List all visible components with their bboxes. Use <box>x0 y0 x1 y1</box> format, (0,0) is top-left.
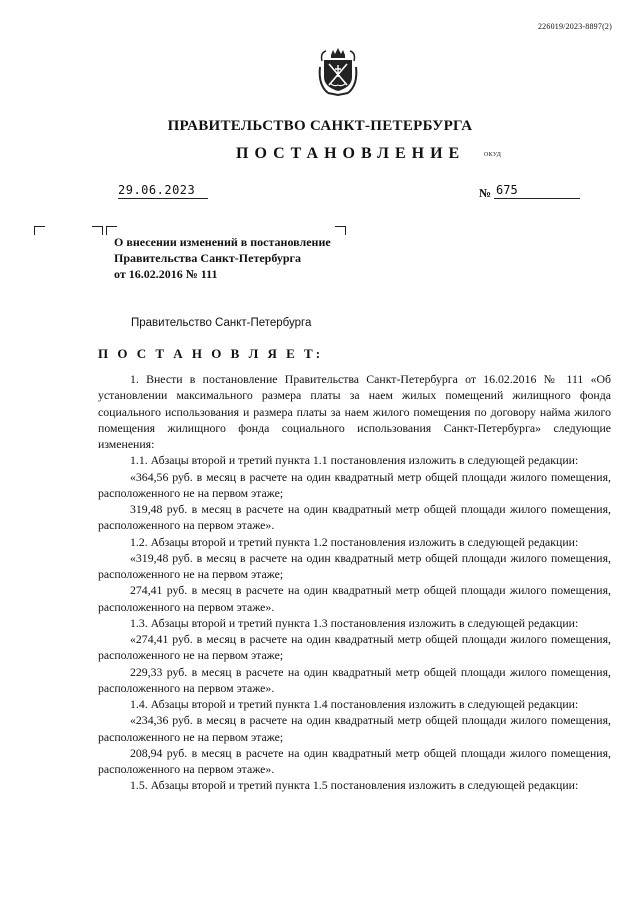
subject-line: от 16.02.2016 № 111 <box>114 267 218 281</box>
subject-line: Правительства Санкт-Петербурга <box>114 251 302 265</box>
document-registration-number: 226019/2023-8897(2) <box>537 22 612 31</box>
coat-of-arms-icon <box>316 47 360 97</box>
body-paragraph: 229,33 руб. в месяц в расчете на один квадратный метр общей площади жилого помещения, расположенного на первом этаже». <box>98 664 611 695</box>
body-paragraph: 1.1. Абзацы второй и третий пункта 1.1 постановления изложить в следующей редакции: <box>130 453 579 468</box>
body-paragraph: 208,94 руб. в месяц в расчете на один квадратный метр общей площади жилого помещения, расположенного на первом этаже». <box>98 745 611 776</box>
body-paragraph: 319,48 руб. в месяц в расчете на один квадратный метр общей площади жилого помещения, расположенного на первом этаже». <box>98 502 611 533</box>
body-paragraph: 1.4. Абзацы второй и третий пункта 1.4 постановления изложить в следующей редакции: <box>130 697 579 711</box>
body-paragraph: 1. Внести в постановление Правительства Санкт-Петербурга от 16.02.2016 № 111 «Об установлении максимального размера платы за наем жилых помещений жилищного фонда социального использования и размера платы за наем жилого помещения по договору найма жилого помещения жилищного фонда социального использования Санкт-Петербурга» следующие изменения: <box>98 372 611 451</box>
body-paragraph: «364,56 руб. в месяц в расчете на один квадратный метр общей площади жилого помещения, расположенного не на первом этаже; <box>98 469 611 500</box>
resolves-heading: П О С Т А Н О В Л Я Е Т: <box>98 346 324 361</box>
body-paragraph: 1.3. Абзацы второй и третий пункта 1.3 постановления изложить в следующей редакции: <box>130 615 579 630</box>
body-paragraph: «319,48 руб. в месяц в расчете на один квадратный метр общей площади жилого помещения, расположенного не на первом этаже; <box>98 550 611 581</box>
number-sign: № <box>479 186 492 200</box>
body-paragraph: 274,41 руб. в месяц в расчете на один квадратный метр общей площади жилого помещения, расположенного на первом этаже». <box>98 583 611 614</box>
okud-label: ОКУД <box>484 152 502 158</box>
body-paragraph: 1.2. Абзацы второй и третий пункта 1.2 постановления изложить в следующей редакции: <box>130 534 579 549</box>
decree-subject <box>114 234 331 282</box>
number-underline <box>494 198 580 199</box>
body-paragraph: «234,36 руб. в месяц в расчете на один квадратный метр общей площади жилого помещения, расположенного не на первом этаже; <box>98 713 611 744</box>
decree-date: 29.06.2023 <box>118 183 196 197</box>
decree-title: ПОСТАНОВЛЕНИЕ <box>236 145 466 162</box>
issuer-name: Правительство Санкт-Петербурга <box>131 317 312 329</box>
subject-line: О внесении изменений в постановление <box>114 235 331 249</box>
body-paragraph: «274,41 руб. в месяц в расчете на один квадратный метр общей площади жилого помещения, расположенного не на первом этаже; <box>98 632 611 663</box>
corner-mark <box>335 226 346 235</box>
corner-mark <box>34 226 45 235</box>
government-title: ПРАВИТЕЛЬСТВО САНКТ-ПЕТЕРБУРГА <box>167 118 473 134</box>
decree-number: 675 <box>496 183 518 197</box>
decree-body <box>98 371 611 794</box>
date-underline <box>118 198 208 199</box>
corner-mark <box>92 226 103 235</box>
body-paragraph: 1.5. Абзацы второй и третий пункта 1.5 постановления изложить в следующей редакции: <box>130 778 579 793</box>
